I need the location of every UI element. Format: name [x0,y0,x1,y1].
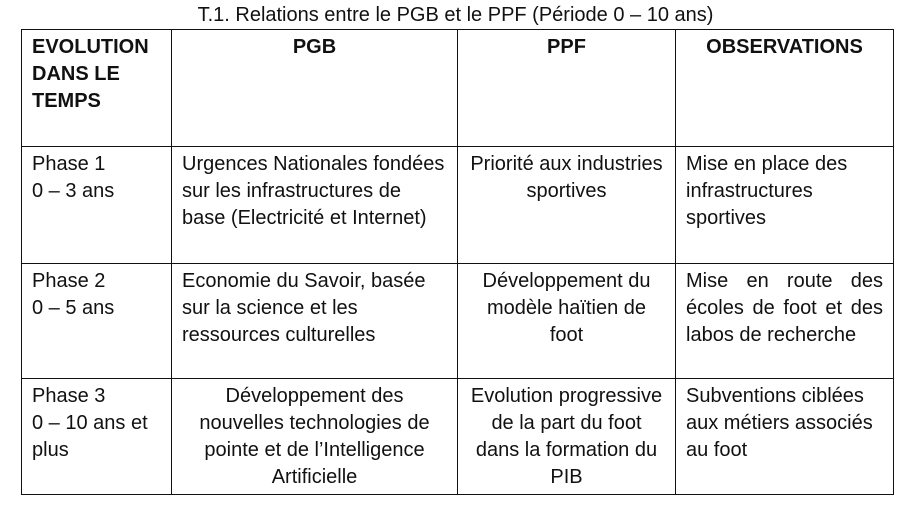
table-header-row [22,30,894,147]
table-row-phase-2 [22,264,894,379]
table-row-phase-3 [22,379,894,495]
cell-observations: Mise en route des écoles de foot et des labos de recherche [676,264,894,379]
cell-ppf: Priorité aux industries sportives [458,147,676,264]
header-evolution: EVOLUTION DANS LE TEMPS [22,30,172,147]
phase-label: Phase 3 [32,385,106,407]
header-pgb: PGB [172,30,458,147]
cell-observations: Mise en place des infrastructures sportives [676,147,894,264]
header-observations: OBSERVATIONS [676,30,894,147]
cell-phase [22,147,172,264]
cell-phase [22,264,172,379]
cell-phase [22,379,172,495]
cell-pgb: Développement des nouvelles technologies de pointe et de l’Intelligence Artificielle [172,379,458,495]
cell-observations: Subventions ciblées aux métiers associés au foot [676,379,894,495]
header-ppf: PPF [458,30,676,147]
cell-ppf: Développement du modèle haïtien de foot [458,264,676,379]
cell-ppf: Evolution progressive de la part du foot dans la formation du PIB [458,379,676,495]
phase-label: Phase 2 [32,270,106,292]
phase-period: 0 – 5 ans [32,297,115,319]
cell-pgb: Economie du Savoir, basée sur la science et les ressources culturelles [172,264,458,379]
table-caption: T.1. Relations entre le PGB et le PPF (Période 0 – 10 ans) [197,4,714,26]
table-row-phase-1 [22,147,894,264]
phase-period: 0 – 10 ans et plus [32,412,148,461]
phase-label: Phase 1 [32,153,106,175]
phase-period: 0 – 3 ans [32,180,115,202]
cell-pgb: Urgences Nationales fondées sur les infrastructures de base (Electricité et Internet) [172,147,458,264]
relations-table [21,29,894,495]
